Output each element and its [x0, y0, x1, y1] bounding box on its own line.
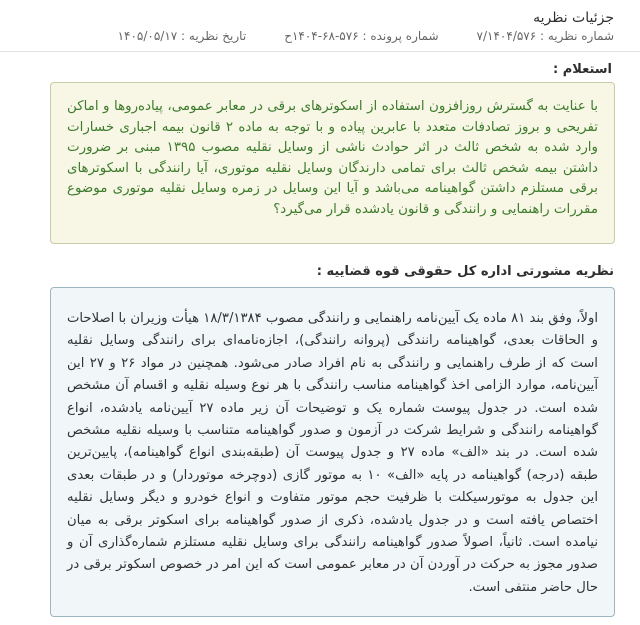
opinion-date: تاریخ نظریه : ۱۴۰۵/۰۵/۱۷: [117, 29, 247, 43]
header-divider: [0, 51, 640, 52]
inquiry-text: با عنایت به گسترش روزافزون استفاده از اسکوترهای برقی در معابر عمومی، پیاده‌روها و اماکن تفریحی و بروز تصادفات متعدد با عابرین پیاده و با توجه به ماده ۲ قانون بیمه اجباری خسارات وارد شده به شخص ثالث در اثر حوادث ناشی از وسایل نقلیه مصوب ۱۳۹۵ مبنی بر ضرورت داشتن بیمه شخص ثالث برای تمامی دارندگان وسایل نقلیه موتوری، آیا رانندگی با اسکوترهای برقی مستلزم داشتن گواهینامه می‌باشد و آیا این وسایل در زمره وسایل نقلیه موتوری موضوع مقررات راهنمایی و رانندگی و قانون یادشده قرار می‌گیرد؟: [67, 99, 598, 217]
opinion-number: شماره نظریه : ۷/۱۴۰۴/۵۷۶: [476, 29, 614, 43]
inquiry-label: استعلام :: [552, 62, 612, 77]
opinion-text: اولاً، وفق بند ۸۱ ماده یک آیین‌نامه راهنمایی و رانندگی مصوب ۱۸/۳/۱۳۸۴ هیأت وزیران با اصلاحات و الحاقات بعدی، گواهینامه رانندگی (پروانه رانندگی)، اجازه‌نامه‌ای برای رانندگی وسایل نقلیه است که از طرف راهنمایی و رانندگی به نام افراد صادر می‌شود. همچنین در مواد ۲۶ و ۲۷ این آیین‌نامه، موارد الزامی اخذ گواهینامه مناسب رانندگی با هر نوع وسیله نقلیه و اقسام آن مشخص شده است. در جدول پیوست شماره یک و توضیحات آن زیر ماده ۲۷ آیین‌نامه یادشده، انواع گواهینامه رانندگی و شرایط شرکت در آزمون و صدور گواهینامه متناسب با وسیله نقلیه مشخص شده است. در بند «الف» ماده ۲۷ و جدول پیوست آن (طبقه‌بندی انواع گواهینامه)، پایین‌ترین طبقه (درجه) گواهینامه در پایه «الف» ۱۰ به موتور گازی (دوچرخه موتوردار) و در طبقات بعدی این جدول به موتورسیکلت با ظرفیت حجم موتور متفاوت و انواع خودرو و دیگر وسایل نقلیه اختصاص یافته است و در جدول یادشده، ذکری از صدور گواهینامه برای اسکوتر برقی به میان نیامده است. ثانیاً، اصولاً صدور گواهینامه رانندگی برای وسایل نقلیه مستلزم شماره‌گذاری آن و صدور مجوز به حرکت در آوردن آن در معابر عمومی است که این امر در خصوص اسکوتر برقی در حال حاضر منتفی است.: [67, 311, 598, 595]
metadata-row: [26, 29, 614, 43]
opinion-label: نظریه مشورتی اداره کل حقوقی قوه قضاییه :: [316, 264, 614, 279]
page-title: جزئیات نظریه: [533, 10, 614, 26]
inquiry-box: [50, 82, 615, 244]
case-number: شماره پرونده : ۵۷۶-۶۸-۱۴۰۴ح: [284, 29, 439, 43]
opinion-box: [50, 287, 615, 617]
